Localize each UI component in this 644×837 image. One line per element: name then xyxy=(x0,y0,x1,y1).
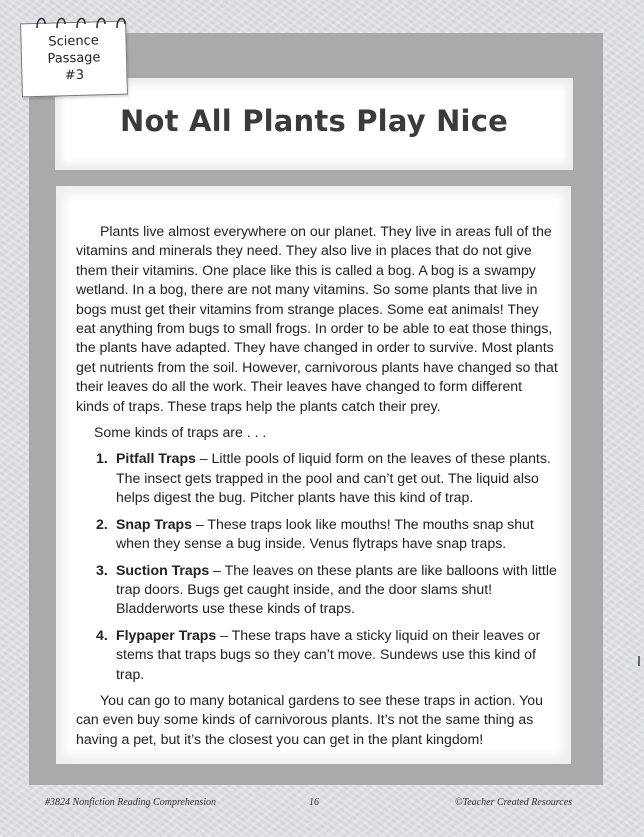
footer-page-number: 16 xyxy=(309,797,319,808)
title-panel xyxy=(55,78,573,170)
list-item xyxy=(76,561,558,619)
trap-description: – These traps have a sticky liquid on their leaves or stems that traps bugs so they can’t move. Sundews use this kind of trap. xyxy=(116,626,541,682)
trap-description: – The leaves on these plants are like balloons with little trap doors. Bugs get caught inside, and the door slams shut! Bladderworts use these kinds of traps. xyxy=(116,561,557,617)
trap-number: 2. xyxy=(96,515,108,532)
footer-publisher: ©Teacher Created Resources xyxy=(455,797,573,808)
trap-description: – These traps look like mouths! The mouths snap shut when they sense a bug inside. Venus flytraps have snap traps. xyxy=(116,515,534,552)
page-title: Not All Plants Play Nice xyxy=(120,104,508,138)
paragraph-closing: You can go to many botanical gardens to see these traps in action. You can even buy some kinds of carnivorous plants. It’s not the same thing as having a pet, but it’s the closest you can get in the plant kingdom! xyxy=(76,691,543,747)
trap-name: Flypaper Traps xyxy=(116,626,217,643)
paragraph-intro-text: Plants live almost everywhere on our planet. They live in areas full of the vitamins and minerals they need. They also live in places that do not give them their vitamins. One place like this is called a bog. A bog is a swampy wetland. In a bog, there are not many vitamins. So some plants that live in bogs must get their vitamins from strange places. Some eat animals! They eat anything from bugs to small frogs. In order to be able to eat those things, the plants have adapted. They have changed in order to survive. Most plants get nutrients from the soil. However, carnivorous plants have changed so that their leaves do all the work. Their leaves have changed to form different kinds of traps. These traps help the plants catch their prey. xyxy=(76,223,558,414)
trap-name: Suction Traps xyxy=(116,561,210,578)
spiral-rings-icon xyxy=(33,14,128,34)
trap-name: Pitfall Traps xyxy=(116,450,196,467)
edge-mark xyxy=(638,656,640,666)
trap-list xyxy=(76,449,558,683)
tab-line-science: Science xyxy=(48,33,99,50)
tab-line-passage: Passage xyxy=(47,50,101,67)
tab-line-number: #3 xyxy=(64,67,85,84)
list-item xyxy=(76,626,558,684)
traps-intro: Some kinds of traps are . . . xyxy=(94,424,267,441)
list-item xyxy=(76,515,558,554)
trap-number: 3. xyxy=(96,561,108,578)
list-item xyxy=(76,449,558,507)
trap-name: Snap Traps xyxy=(116,515,192,532)
trap-number: 1. xyxy=(96,450,108,467)
tab-label xyxy=(21,32,126,86)
trap-number: 4. xyxy=(96,626,108,643)
passage-text xyxy=(76,222,558,749)
trap-description: – Little pools of liquid form on the leaves of these plants. The insect gets trapped in the pool and can’t get out. The liquid also helps digest the bug. Pitcher plants have this kind of trap. xyxy=(116,450,551,506)
passage-panel xyxy=(56,186,571,764)
footer-book-title: #3824 Nonfiction Reading Comprehension xyxy=(45,797,217,808)
